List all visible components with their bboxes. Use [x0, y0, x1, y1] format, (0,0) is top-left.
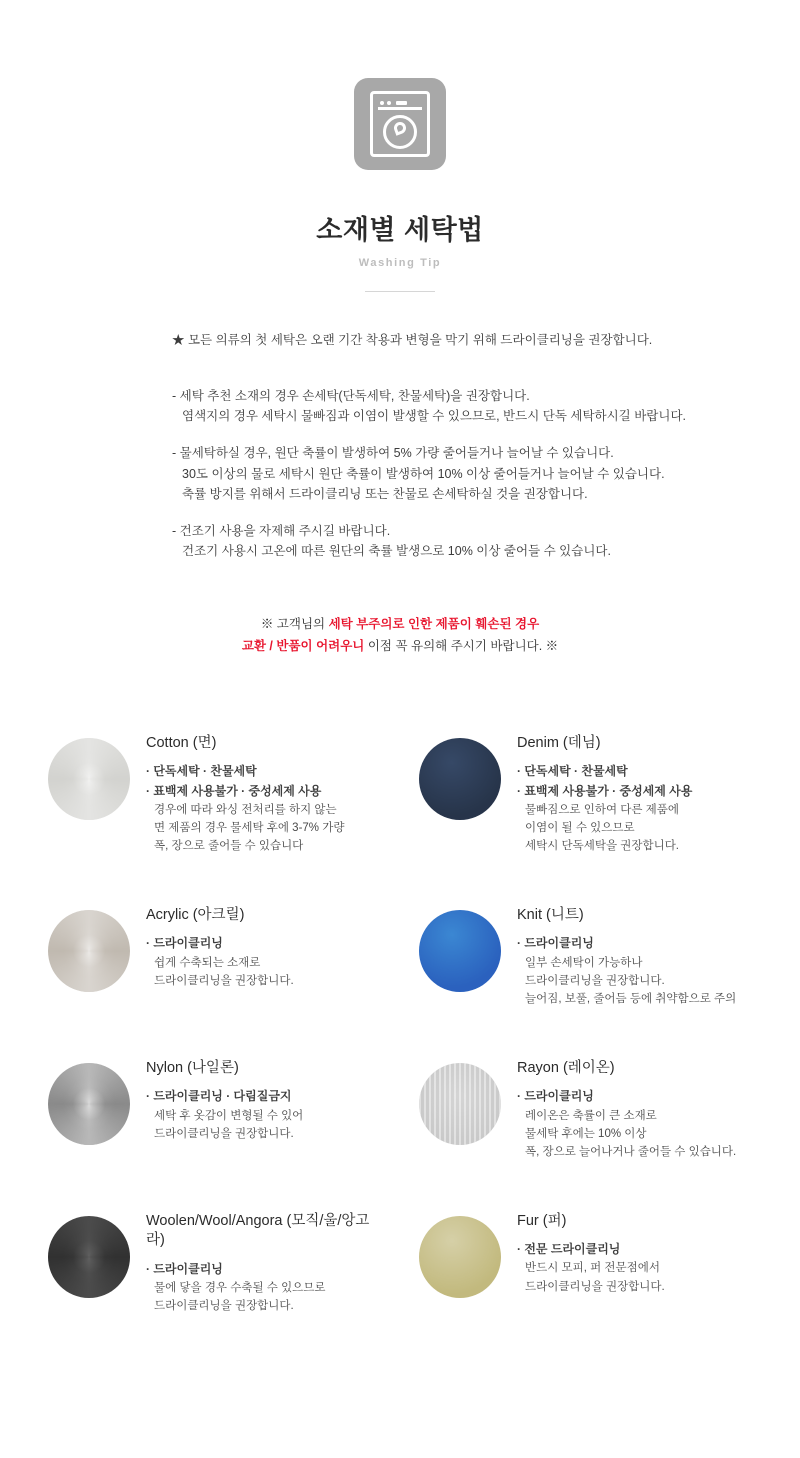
material-line: · 표백제 사용불가 · 중성세제 사용: [517, 783, 693, 798]
material-note: 경우에 따라 와싱 전처리를 하지 않는: [154, 803, 337, 816]
intro-star-line: ★ 모든 의류의 첫 세탁은 오랜 기간 착용과 변형을 막기 위해 드라이클리닝을 권장합니다.: [172, 333, 653, 347]
page-subtitle: Washing Tip: [358, 257, 442, 269]
material-note: 폭, 장으로 늘어나거나 줄어들 수 있습니다.: [525, 1146, 737, 1159]
warning-notice: [0, 614, 800, 658]
material-note: 드라이클리닝을 권장합니다.: [154, 1300, 294, 1313]
material-card-rayon: [419, 1057, 752, 1162]
material-note: 폭, 장으로 줄어들 수 있습니다: [154, 840, 304, 853]
material-note: 세탁시 단독세탁을 권장합니다.: [525, 840, 680, 853]
material-note: 면 제품의 경우 물세탁 후에 3-7% 가량: [154, 822, 345, 835]
material-line: · 드라이클리닝: [146, 1261, 223, 1276]
material-title: Rayon (레이온): [517, 1059, 615, 1076]
denim-swatch: [419, 738, 501, 820]
material-line: · 단독세탁 · 찬물세탁: [517, 764, 628, 779]
material-card-knit: [419, 904, 752, 1009]
material-title: Woolen/Wool/Angora (모직/울/앙고라): [146, 1212, 370, 1249]
rayon-swatch: [419, 1063, 501, 1145]
material-line: · 드라이클리닝: [517, 1089, 594, 1104]
cotton-swatch: [48, 738, 130, 820]
warning-highlight: 세탁 부주의로 인한 제품이 훼손된 경우: [328, 617, 540, 631]
page-header: [0, 0, 800, 292]
intro-lead: - 건조기 사용을 자제해 주시길 바랍니다.: [172, 523, 391, 538]
intro-sub: 염색지의 경우 세탁시 물빠짐과 이염이 발생할 수 있으므로, 반드시 단독 세탁하시길 바랍니다.: [182, 409, 686, 424]
intro-lead: - 물세탁하실 경우, 원단 축률이 발생하여 5% 가량 줄어들거나 늘어날 수 있습니다.: [172, 445, 614, 460]
material-note: 드라이클리닝을 권장합니다.: [525, 975, 665, 987]
material-card-fur: [419, 1210, 752, 1316]
material-card-nylon: [48, 1057, 381, 1162]
warning-suffix: 이점 꼭 유의해 주시기 바랍니다. ※: [367, 638, 559, 653]
material-note: 레이온은 축률이 큰 소재로: [525, 1109, 657, 1122]
intro-groups: [172, 386, 800, 562]
material-card-denim: [419, 732, 752, 856]
material-title: Acrylic (아크릴): [146, 906, 245, 923]
material-note: 드라이클리닝을 권장합니다.: [154, 1127, 294, 1140]
material-line: · 드라이클리닝: [146, 936, 223, 951]
intro-sub: 30도 이상의 물로 세탁시 원단 축률이 발생하여 10% 이상 줄어들거나 늘어날 수 있습니다.: [182, 466, 665, 481]
material-note: 드라이클리닝을 권장합니다.: [154, 975, 294, 987]
material-title: Fur (퍼): [517, 1212, 567, 1229]
material-line: · 드라이클리닝: [517, 936, 594, 951]
knit-swatch: [419, 910, 501, 992]
material-line: · 단독세탁 · 찬물세탁: [146, 764, 257, 779]
material-note: 물에 닿을 경우 수축될 수 있으므로: [154, 1282, 326, 1295]
material-note: 반드시 모피, 퍼 전문점에서: [525, 1262, 660, 1275]
wool-swatch: [48, 1216, 130, 1298]
intro-section: [172, 330, 800, 562]
material-title: Nylon (나일론): [146, 1059, 239, 1076]
material-title: Cotton (면): [146, 734, 217, 751]
intro-sub: 건조기 사용시 고온에 따른 원단의 축률 발생으로 10% 이상 줄어들 수 있습니다.: [182, 544, 611, 559]
nylon-swatch: [48, 1063, 130, 1145]
material-card-acrylic: [48, 904, 381, 1009]
intro-lead: - 세탁 추천 소재의 경우 손세탁(단독세탁, 찬물세탁)을 권장합니다.: [172, 388, 530, 403]
material-title: Knit (니트): [517, 906, 584, 923]
material-card-cotton: [48, 732, 381, 856]
material-note: 세탁 후 옷감이 변형될 수 있어: [154, 1109, 304, 1122]
warning-line-1: [0, 614, 800, 636]
warning-prefix: ※ 고객님의: [260, 617, 329, 631]
material-line: · 표백제 사용불가 · 중성세제 사용: [146, 783, 322, 798]
material-title: Denim (데님): [517, 734, 601, 751]
material-note: 늘어짐, 보풀, 줄어듬 등에 취약함으로 주의: [525, 993, 737, 1006]
warning-highlight-2: 교환 / 반품이 어려우니: [241, 638, 368, 653]
warning-line-2: [0, 636, 800, 658]
material-note: 물빠짐으로 인하여 다른 제품에: [525, 803, 680, 816]
fur-swatch: [419, 1216, 501, 1298]
material-line: · 전문 드라이클리닝: [517, 1242, 621, 1257]
material-line: · 드라이클리닝 · 다림질금지: [146, 1089, 292, 1104]
page-title: 소재별 세탁법: [316, 215, 484, 245]
material-grid: [0, 732, 800, 1316]
intro-sub: 축률 방지를 위해서 드라이클리닝 또는 찬물로 손세탁하실 것을 권장합니다.: [182, 487, 588, 502]
material-note: 물세탁 후에는 10% 이상: [525, 1127, 647, 1140]
material-note: 일부 손세탁이 가능하나: [525, 956, 643, 969]
title-divider: [365, 291, 435, 292]
washing-machine-icon: [354, 78, 446, 170]
material-card-wool: [48, 1210, 381, 1316]
material-note: 드라이클리닝을 권장합니다.: [525, 1280, 665, 1293]
material-note: 이염이 될 수 있으므로: [525, 822, 635, 835]
material-note: 쉽게 수축되는 소재로: [154, 956, 261, 969]
acrylic-swatch: [48, 910, 130, 992]
